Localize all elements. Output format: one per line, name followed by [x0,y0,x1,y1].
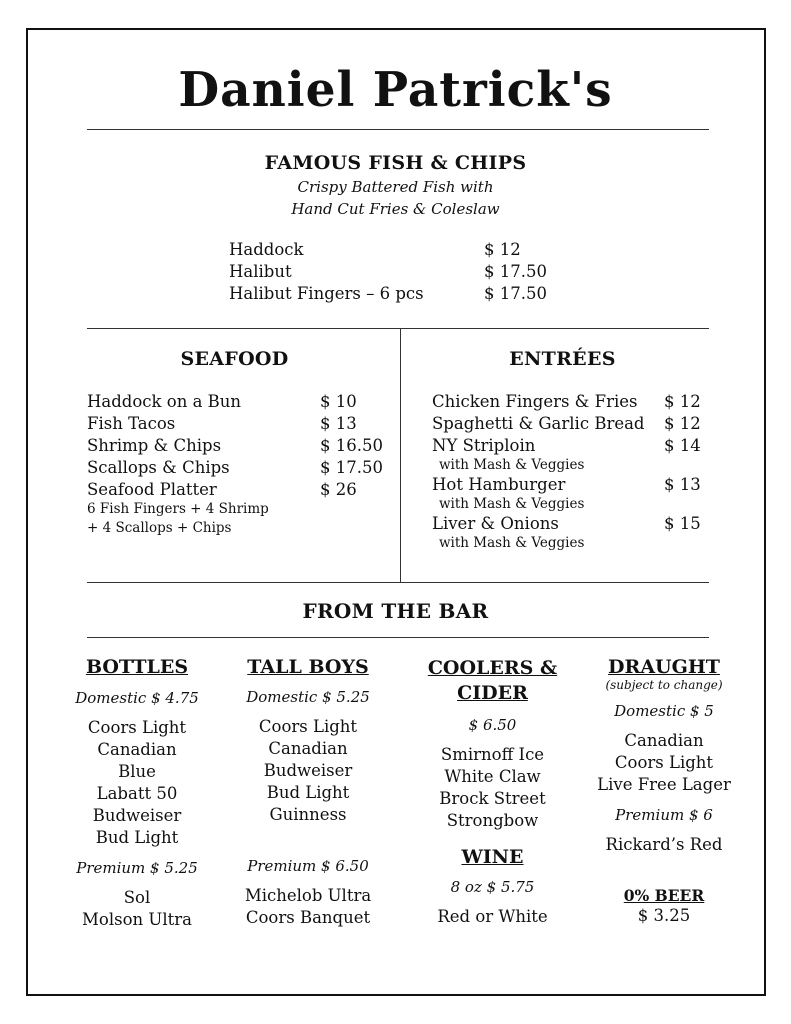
list-item: Budweiser [92,806,182,825]
tall-boys-column [238,656,378,929]
bottles-heading: BOTTLES [85,656,189,678]
fish-chips-item-price: $ 12 [484,240,521,259]
tall-boys-premium-price: Premium $ 6.50 [247,857,369,875]
zero-beer-price: $ 3.25 [637,906,691,925]
bottles-domestic-price: Domestic $ 4.75 [75,689,199,707]
draught-premium-price: Premium $ 6 [615,806,713,824]
tall-boys-domestic-price: Domestic $ 5.25 [246,688,370,706]
list-item: Canadian [97,740,177,759]
divider [87,328,709,329]
draught-domestic-price: Domestic $ 5 [614,702,714,720]
seafood-item-price: $ 13 [320,414,357,433]
seafood-item-name: Haddock on a Bun [87,392,242,411]
list-item: Guinness [269,805,347,824]
bottles-premium-price: Premium $ 5.25 [76,859,198,877]
entree-item-price: $ 15 [664,514,701,533]
restaurant-title: Daniel Patrick's [178,62,613,118]
seafood-item-price: $ 10 [320,392,357,411]
entree-item-name: Liver & Onions [432,514,559,533]
platter-note: + 4 Scallops + Chips [87,520,232,536]
bottles-column [72,656,202,931]
fish-chips-item-price: $ 17.50 [484,262,547,281]
list-item: Canadian [268,739,348,758]
draught-column [594,656,734,927]
entree-item-sub: with Mash & Veggies [439,457,585,473]
divider [87,637,709,638]
entree-item-name: Spaghetti & Garlic Bread [432,414,645,433]
list-item: Coors Banquet [245,908,371,927]
seafood-heading: SEAFOOD [180,348,289,370]
fish-chips-item-name: Halibut [229,262,292,281]
entree-item-sub: with Mash & Veggies [439,496,585,512]
wine-price: 8 oz $ 5.75 [450,878,535,896]
list-item: Coors Light [258,717,358,736]
list-item: Rickard’s Red [605,835,723,854]
list-item: Smirnoff Ice [440,745,545,764]
coolers-price: $ 6.50 [468,716,517,734]
list-item: Labatt 50 [96,784,178,803]
list-item: White Claw [444,767,541,786]
list-item: Live Free Lager [597,775,731,794]
list-item: Coors Light [87,718,187,737]
seafood-item-name: Scallops & Chips [87,458,230,477]
zero-beer-heading: 0% BEER [623,886,705,905]
wine-heading: WINE [461,846,524,868]
fish-chips-desc-2: Hand Cut Fries & Coleslaw [291,200,500,218]
divider [87,129,709,130]
entree-item-name: Chicken Fingers & Fries [432,392,638,411]
entree-item-name: Hot Hamburger [432,475,566,494]
list-item: Budweiser [263,761,353,780]
entree-item-price: $ 12 [664,414,701,433]
divider [87,582,709,583]
list-item: Brock Street [439,789,546,808]
list-item: Blue [118,762,156,781]
seafood-item-name: Seafood Platter [87,480,217,499]
fish-chips-desc-1: Crispy Battered Fish with [297,178,494,196]
entree-item-sub: with Mash & Veggies [439,535,585,551]
seafood-item-price: $ 17.50 [320,458,383,477]
seafood-item-price: $ 16.50 [320,436,383,455]
coolers-heading: CIDER [457,682,528,704]
seafood-item-name: Shrimp & Chips [87,436,222,455]
entree-item-price: $ 14 [664,436,701,455]
wine-item: Red or White [437,907,548,926]
bar-heading: FROM THE BAR [302,599,489,623]
fish-chips-item-name: Halibut Fingers – 6 pcs [229,284,424,303]
list-item: Molson Ultra [82,910,192,929]
list-item: Bud Light [266,783,350,802]
draught-note: (subject to change) [605,678,723,692]
platter-note: 6 Fish Fingers + 4 Shrimp [87,501,269,517]
list-item: Bud Light [95,828,179,847]
fish-chips-item-price: $ 17.50 [484,284,547,303]
list-item: Coors Light [614,753,714,772]
coolers-column [420,656,565,928]
list-item: Strongbow [446,811,539,830]
tall-boys-heading: TALL BOYS [247,656,369,678]
entree-item-price: $ 13 [664,475,701,494]
coolers-heading: COOLERS & [427,657,558,679]
list-item: Michelob Ultra [244,886,372,905]
entree-item-name: NY Striploin [432,436,536,455]
draught-heading: DRAUGHT [608,656,720,678]
entrees-heading: ENTRÉES [509,348,616,370]
seafood-item-price: $ 26 [320,480,357,499]
list-item: Sol [123,888,151,907]
entree-item-price: $ 12 [664,392,701,411]
seafood-item-name: Fish Tacos [87,414,176,433]
fish-chips-item-name: Haddock [229,240,304,259]
column-divider [400,328,401,582]
list-item: Canadian [624,731,704,750]
fish-chips-heading: FAMOUS FISH & CHIPS [264,152,527,174]
